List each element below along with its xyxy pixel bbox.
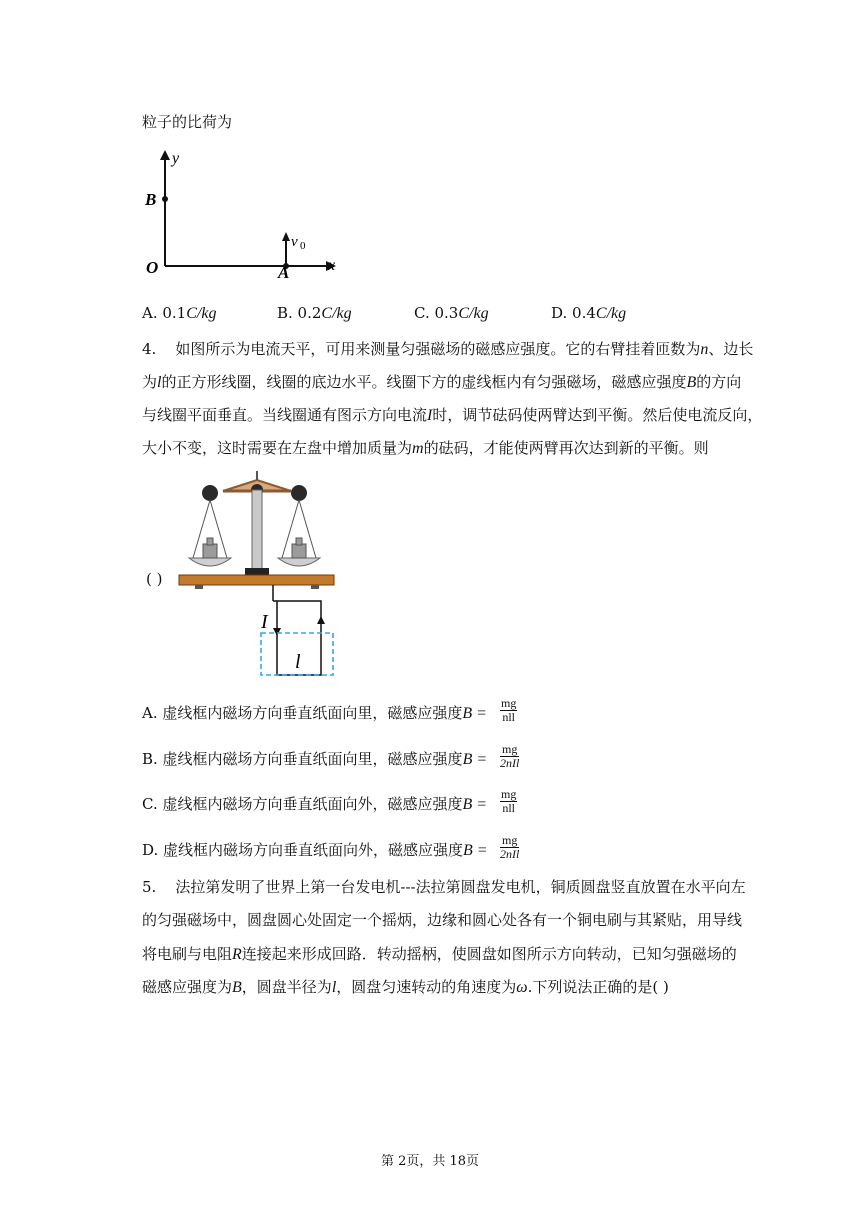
q5-line-2: 的匀强磁场中，圆盘圆心处固定一个摇炳，边缘和圆心处各有一个铜电刷与其紧贴，用导线 xyxy=(142,911,743,929)
side-length-label: l xyxy=(295,651,301,673)
q5-line-1: 5. 法拉第发明了世界上第一台发电机---法拉第圆盘发电机，铜质圆盘竖直放置在水平向左 xyxy=(142,878,746,896)
q4-option-d: D. 虚线框内磁场方向垂直纸面向外，磁感应强度B = xyxy=(142,841,488,859)
point-b-label: B xyxy=(145,190,157,209)
q4-option-a: A. 虚线框内磁场方向垂直纸面向里，磁感应强度B = xyxy=(142,704,487,722)
page-footer: 第 2页，共 18页 xyxy=(380,1154,480,1169)
q4-option-a-fraction: mg nll xyxy=(501,696,517,724)
x-axis-label: x xyxy=(328,257,336,274)
velocity-subscript: 0 xyxy=(300,240,306,252)
option-d: D. 0.4C/kg xyxy=(551,304,627,322)
q4-option-c: C. 虚线框内磁场方向垂直纸面向外，磁感应强度B = xyxy=(142,795,488,813)
option-b: B. 0.2C/kg xyxy=(277,304,352,322)
q4-line-4: 大小不变，这时需要在左盘中增加质量为m的砝码，才能使两臂再次达到新的平衡。则 xyxy=(142,439,709,457)
q4-option-d-fraction: mg 2nIl xyxy=(500,833,520,861)
intro-text: 粒子的比荷为 xyxy=(142,113,233,131)
velocity-label: v xyxy=(291,234,298,250)
coordinate-figure xyxy=(140,148,350,283)
y-axis-label: y xyxy=(172,150,180,167)
q4-option-b-fraction: mg 2nIl xyxy=(500,742,520,770)
option-c: C. 0.3C/kg xyxy=(414,304,489,322)
current-label: I xyxy=(261,611,268,633)
q4-line-2: 为l的正方形线圈，线圈的底边水平。线圈下方的虚线框内有匀强磁场，磁感应强度B的方向 xyxy=(142,373,742,391)
point-a-label: A xyxy=(278,263,290,282)
option-a: A. 0.1C/kg xyxy=(142,304,217,322)
q5-line-3: 将电刷与电阻R连接起来形成回路．转动摇柄，使圆盘如图所示方向转动，已知匀强磁场的 xyxy=(142,945,737,963)
answer-blank: ( ) xyxy=(146,570,163,588)
q5-line-4: 磁感应强度为B，圆盘半径为l，圆盘匀速转动的角速度为ω.下列说法正确的是( ) xyxy=(142,978,669,996)
q4-option-b: B. 虚线框内磁场方向垂直纸面向里，磁感应强度B = xyxy=(142,750,488,768)
q4-line-1: 4. 如图所示为电流天平，可用来测量匀强磁场的磁感应强度。它的右臂挂着匝数为n、边长 xyxy=(142,340,754,358)
q4-option-c-fraction: mg nll xyxy=(501,787,517,815)
q4-line-3: 与线圈平面垂直。当线圈通有图示方向电流I时，调节砝码使两臂达到平衡。然后使电流反向， xyxy=(142,406,763,424)
current-balance-figure xyxy=(175,468,340,680)
origin-label: O xyxy=(146,258,159,277)
